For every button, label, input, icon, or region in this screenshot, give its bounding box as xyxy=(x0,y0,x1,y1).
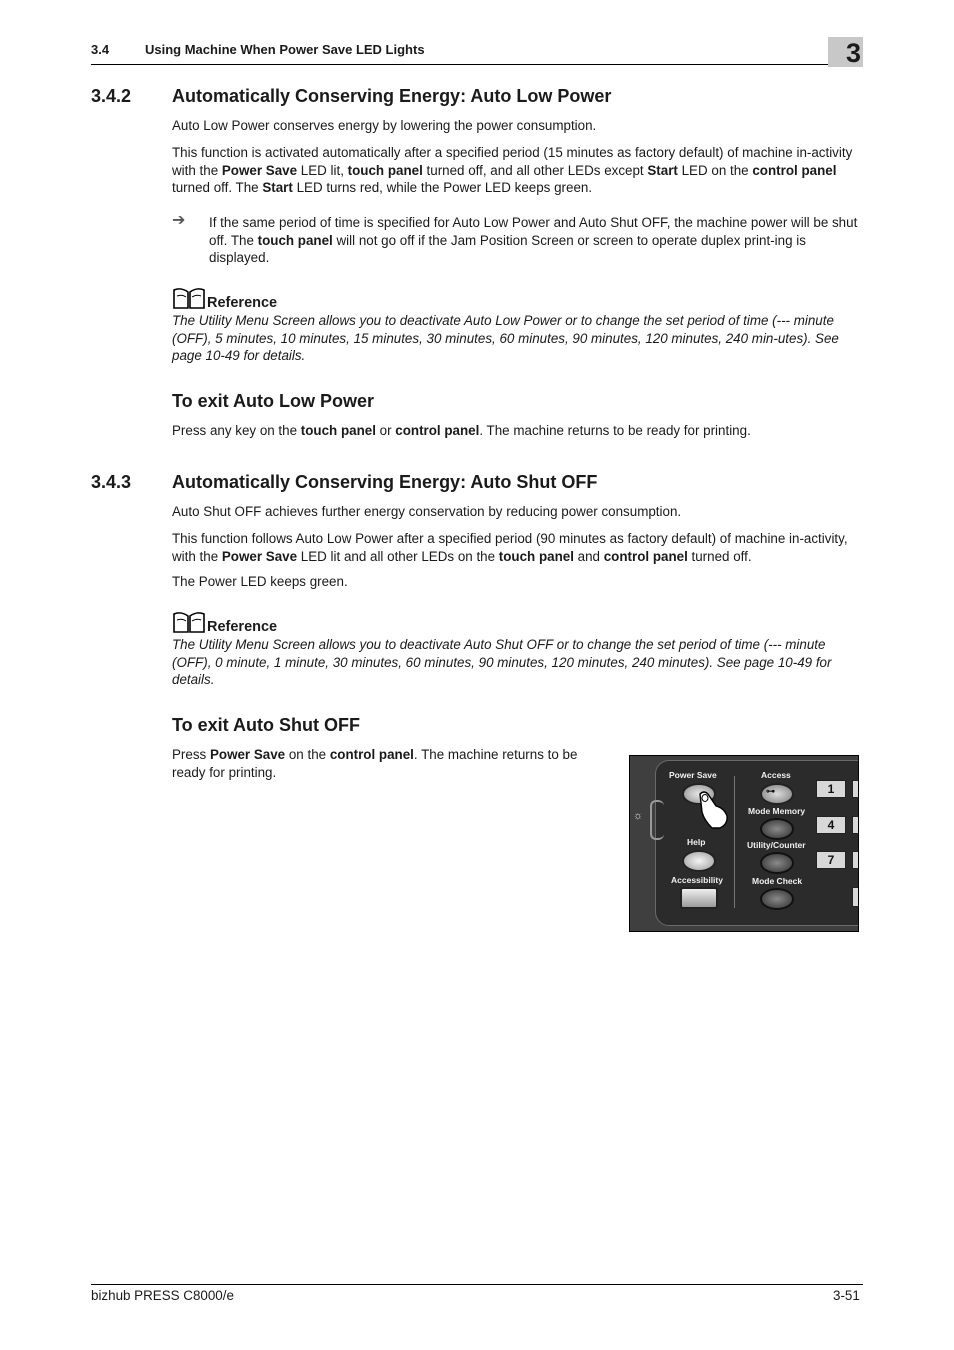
bold-term: control panel xyxy=(752,162,837,178)
section-3-4-3-number: 3.4.3 xyxy=(91,472,132,492)
help-button[interactable] xyxy=(682,850,716,872)
keypad-key[interactable] xyxy=(852,780,859,798)
paragraph: Press Power Save on the control panel. The machine returns to be ready for printing. xyxy=(172,747,578,780)
section-3-4-2-title: Automatically Conserving Energy: Auto Low Power xyxy=(172,86,612,106)
reference-heading xyxy=(172,287,277,311)
sun-icon: ☼ xyxy=(633,810,644,822)
paragraph: Press any key on the touch panel or control panel. The machine returns to be ready for printing. xyxy=(172,423,751,438)
access-label: Access xyxy=(761,770,791,780)
bold-term: Start xyxy=(647,162,678,178)
subheading-exit-auto-low-power: To exit Auto Low Power xyxy=(172,391,374,411)
power-dial-edge xyxy=(650,800,664,840)
keypad-key-1[interactable]: 1 xyxy=(816,780,846,798)
bold-term: Power Save xyxy=(221,162,298,178)
mode-memory-button[interactable] xyxy=(760,818,794,840)
book-icon xyxy=(172,287,206,311)
chapter-number: 3 xyxy=(845,38,861,68)
bold-term: control panel xyxy=(395,423,480,438)
reference-text: The Utility Menu Screen allows you to deactivate Auto Shut OFF or to change the set period of time (--- minute (OFF), 0 minute, 1 minute, 30 minutes, 60 minutes, 90 minutes, 120 minutes, 240 minutes). See page 10-49 for details. xyxy=(172,637,832,687)
bold-term: Start xyxy=(262,180,293,195)
paragraph: This function is activated automatically after a specified period (15 minutes as factory default) of machine in-activity with the Power Save LED lit, touch panel turned off, and all other LEDs except Start LED on the control panel turned off. The Start LED turns red, while the Power LED keeps green. xyxy=(172,145,853,195)
bold-term: touch panel xyxy=(300,423,376,438)
footer-page-number: 3-51 xyxy=(833,1288,860,1303)
footer-rule xyxy=(91,1284,863,1285)
panel-divider xyxy=(734,776,735,908)
bold-term: touch panel xyxy=(347,162,423,178)
header-section-title: Using Machine When Power Save LED Lights xyxy=(145,42,425,57)
bold-term: control panel xyxy=(603,548,688,564)
utility-counter-button[interactable] xyxy=(760,852,794,874)
pointing-hand-icon xyxy=(694,790,730,830)
bold-term: control panel xyxy=(329,747,414,762)
arrow-icon: ➔ xyxy=(172,212,186,229)
mode-check-label: Mode Check xyxy=(752,876,803,886)
bold-term: touch panel xyxy=(498,548,574,564)
bold-term: Power Save xyxy=(209,747,286,762)
mode-memory-label: Mode Memory xyxy=(748,806,806,816)
reference-label: Reference xyxy=(207,295,278,311)
keypad-key-7[interactable]: 7 xyxy=(816,851,846,869)
paragraph: Auto Low Power conserves energy by lowering the power consumption. xyxy=(172,118,597,133)
keypad-key[interactable] xyxy=(852,887,859,907)
footer-product: bizhub PRESS C8000/e xyxy=(91,1288,234,1303)
section-3-4-2-number: 3.4.2 xyxy=(91,86,132,106)
paragraph: This function follows Auto Low Power after a specified period (90 minutes as factory default) of machine in-activity, with the Power Save LED lit and all other LEDs on the touch panel and control panel turned off. xyxy=(172,531,848,564)
key-icon: ⊶ xyxy=(766,786,775,796)
accessibility-button[interactable] xyxy=(680,887,718,909)
reference-heading xyxy=(172,611,277,635)
bold-term: touch panel xyxy=(257,232,333,248)
note-text: If the same period of time is specified for Auto Low Power and Auto Shut OFF, the machine power will be shut off. The touch panel will not go off if the Jam Position Screen or screen to operate duplex print-ing is displayed. xyxy=(209,215,858,265)
reference-text: The Utility Menu Screen allows you to deactivate Auto Low Power or to change the set period of time (--- minute (OFF), 5 minutes, 10 minutes, 15 minutes, 30 minutes, 60 minutes, 90 minutes, 120 minutes, 240 min-utes). See page 10-49 for details. xyxy=(172,313,839,363)
paragraph: The Power LED keeps green. xyxy=(172,574,348,589)
mode-check-button[interactable] xyxy=(760,888,794,910)
section-3-4-3-title: Automatically Conserving Energy: Auto Shut OFF xyxy=(172,472,598,492)
keypad-key-4[interactable]: 4 xyxy=(816,816,846,834)
keypad-key[interactable] xyxy=(852,816,859,834)
subheading-exit-auto-shut-off: To exit Auto Shut OFF xyxy=(172,715,360,735)
control-panel-photo xyxy=(629,755,859,932)
reference-label: Reference xyxy=(207,619,278,635)
accessibility-label: Accessibility xyxy=(671,875,723,885)
header-rule xyxy=(91,64,830,65)
utility-counter-label: Utility/Counter xyxy=(747,840,806,850)
keypad-key[interactable] xyxy=(852,851,859,869)
help-label: Help xyxy=(687,837,706,847)
header-section-number: 3.4 xyxy=(91,42,110,57)
paragraph: Auto Shut OFF achieves further energy conservation by reducing power consumption. xyxy=(172,504,682,519)
power-save-label: Power Save xyxy=(669,770,717,780)
book-icon xyxy=(172,611,206,635)
bold-term: Power Save xyxy=(221,548,298,564)
